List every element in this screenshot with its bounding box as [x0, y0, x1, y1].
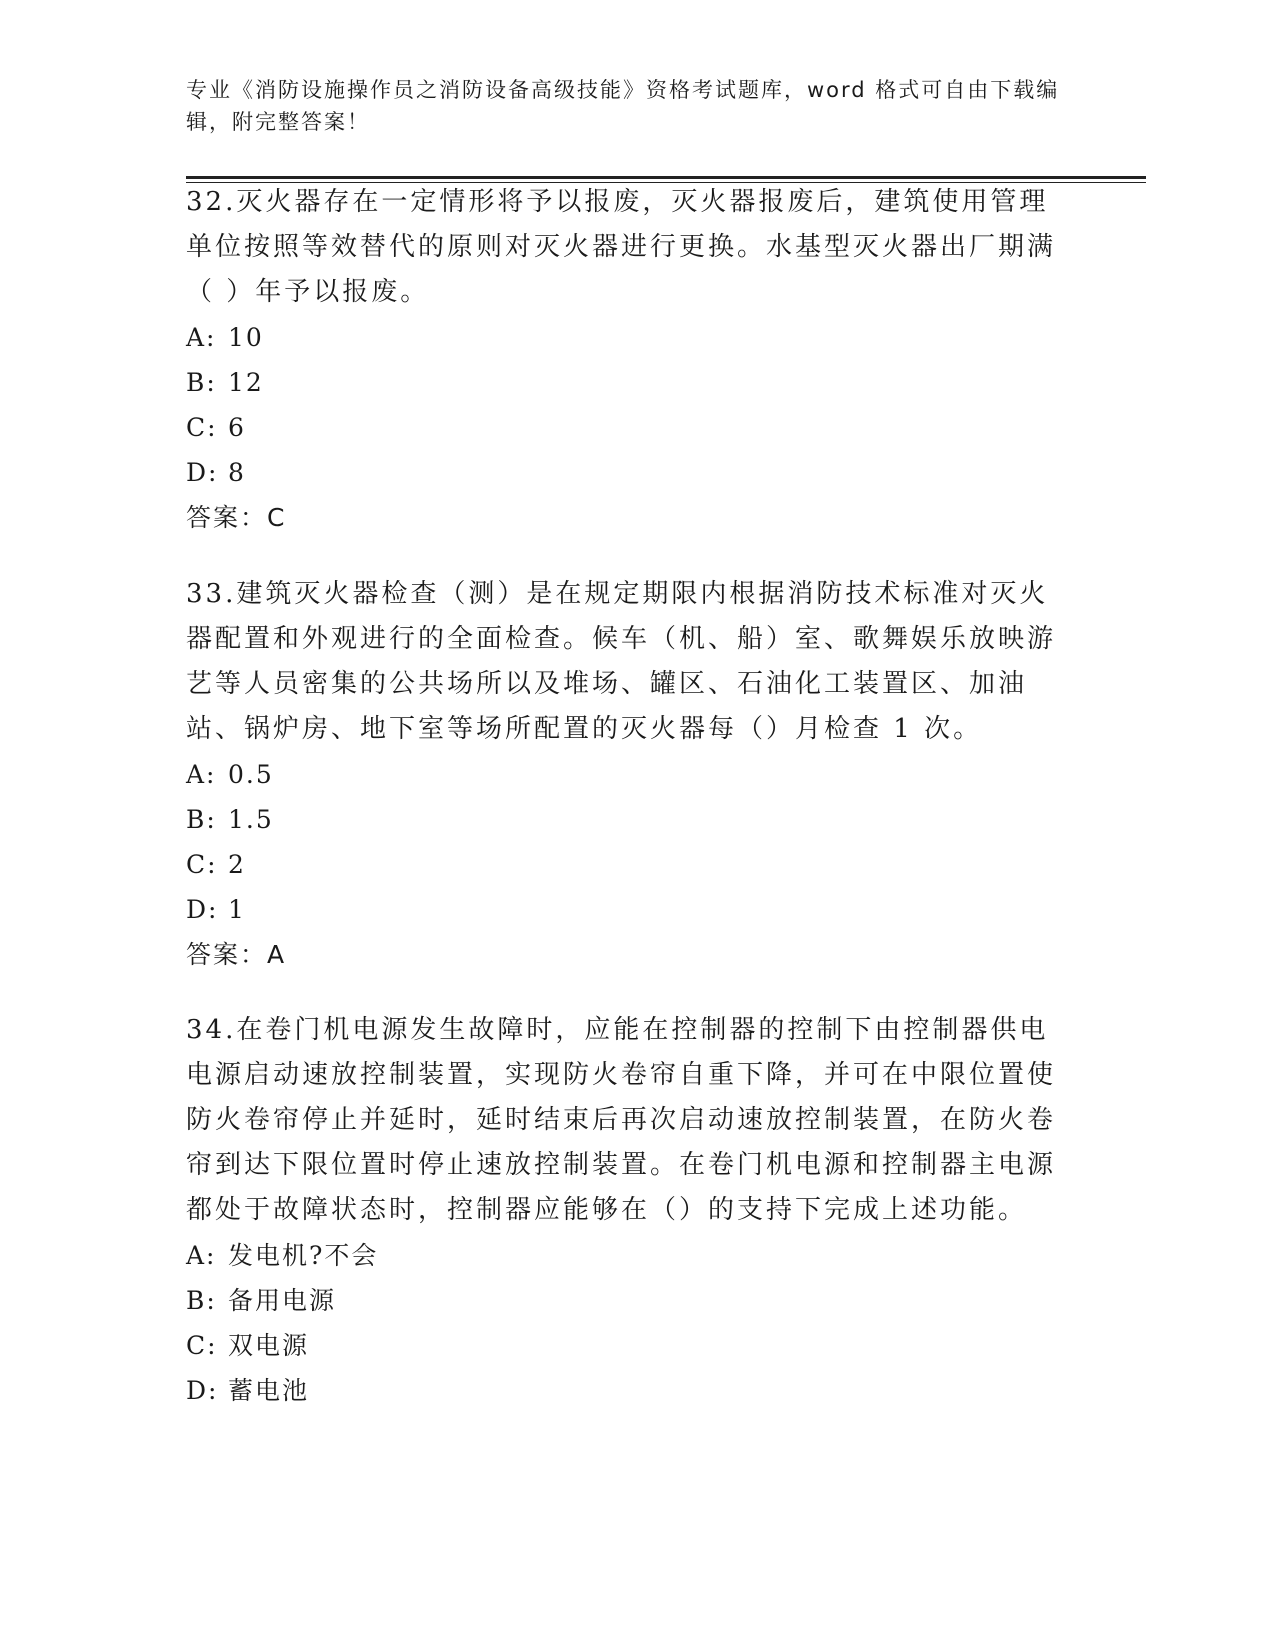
option-key: A: — [186, 760, 217, 789]
question-text: 33.建筑灭火器检查（测）是在规定期限内根据消防技术标准对灭火器配置和外观进行的全面检查。候车（机、船）室、歌舞娱乐放映游艺等人员密集的公共场所以及堆场、罐区、石油化工装置区、加油站、锅炉房、地下室等场所配置的灭火器每（）月检查 1 次。 — [186, 579, 1057, 744]
option-key: D: — [186, 458, 219, 487]
option-key: A: — [186, 1241, 217, 1270]
page-header: 专业《消防设施操作员之消防设备高级技能》资格考试题库，word 格式可自由下载编辑，附完整答案！ — [186, 78, 1060, 134]
option-c — [186, 1323, 1066, 1368]
option-value: 蓄电池 — [228, 1376, 310, 1405]
answer-label: 答案：C — [186, 503, 287, 532]
option-key: B: — [186, 1286, 217, 1315]
option-a — [186, 1233, 1066, 1278]
question-32 — [186, 180, 1066, 540]
option-key: D: — [186, 1376, 219, 1405]
option-key: D: — [186, 895, 219, 924]
option-a — [186, 315, 1066, 360]
option-value: 2 — [228, 850, 246, 879]
option-key: C: — [186, 413, 218, 442]
option-d — [186, 887, 1066, 932]
question-text: 32.灭火器存在一定情形将予以报废，灭火器报废后，建筑使用管理单位按照等效替代的原则对灭火器进行更换。水基型灭火器出厂期满（ ）年予以报废。 — [186, 187, 1057, 307]
option-value: 发电机?不会 — [228, 1241, 379, 1270]
option-b — [186, 797, 1066, 842]
option-key: A: — [186, 323, 217, 352]
option-value: 10 — [228, 323, 264, 352]
option-d — [186, 450, 1066, 495]
question-text: 34.在卷门机电源发生故障时，应能在控制器的控制下由控制器供电电源启动速放控制装置，实现防火卷帘自重下降，并可在中限位置使防火卷帘停止并延时，延时结束后再次启动速放控制装置，在防火卷帘到达下限位置时停止速放控制装置。在卷门机电源和控制器主电源都处于故障状态时，控制器应能够在（）的支持下完成上述功能。 — [186, 1015, 1057, 1225]
option-value: 备用电源 — [228, 1286, 337, 1315]
option-value: 双电源 — [228, 1331, 310, 1360]
header-rule-thick — [186, 176, 1146, 179]
option-value: 6 — [228, 413, 246, 442]
question-34 — [186, 1008, 1066, 1413]
option-value: 8 — [228, 458, 246, 487]
option-value: 1.5 — [228, 805, 274, 834]
option-key: B: — [186, 805, 217, 834]
option-b — [186, 360, 1066, 405]
option-value: 12 — [228, 368, 264, 397]
option-value: 1 — [228, 895, 246, 924]
option-c — [186, 405, 1066, 450]
option-a — [186, 752, 1066, 797]
option-value: 0.5 — [228, 760, 274, 789]
option-c — [186, 842, 1066, 887]
option-key: C: — [186, 850, 218, 879]
option-d — [186, 1368, 1066, 1413]
option-key: C: — [186, 1331, 218, 1360]
answer-label: 答案：A — [186, 940, 287, 969]
question-33 — [186, 572, 1066, 977]
option-key: B: — [186, 368, 217, 397]
option-b — [186, 1278, 1066, 1323]
